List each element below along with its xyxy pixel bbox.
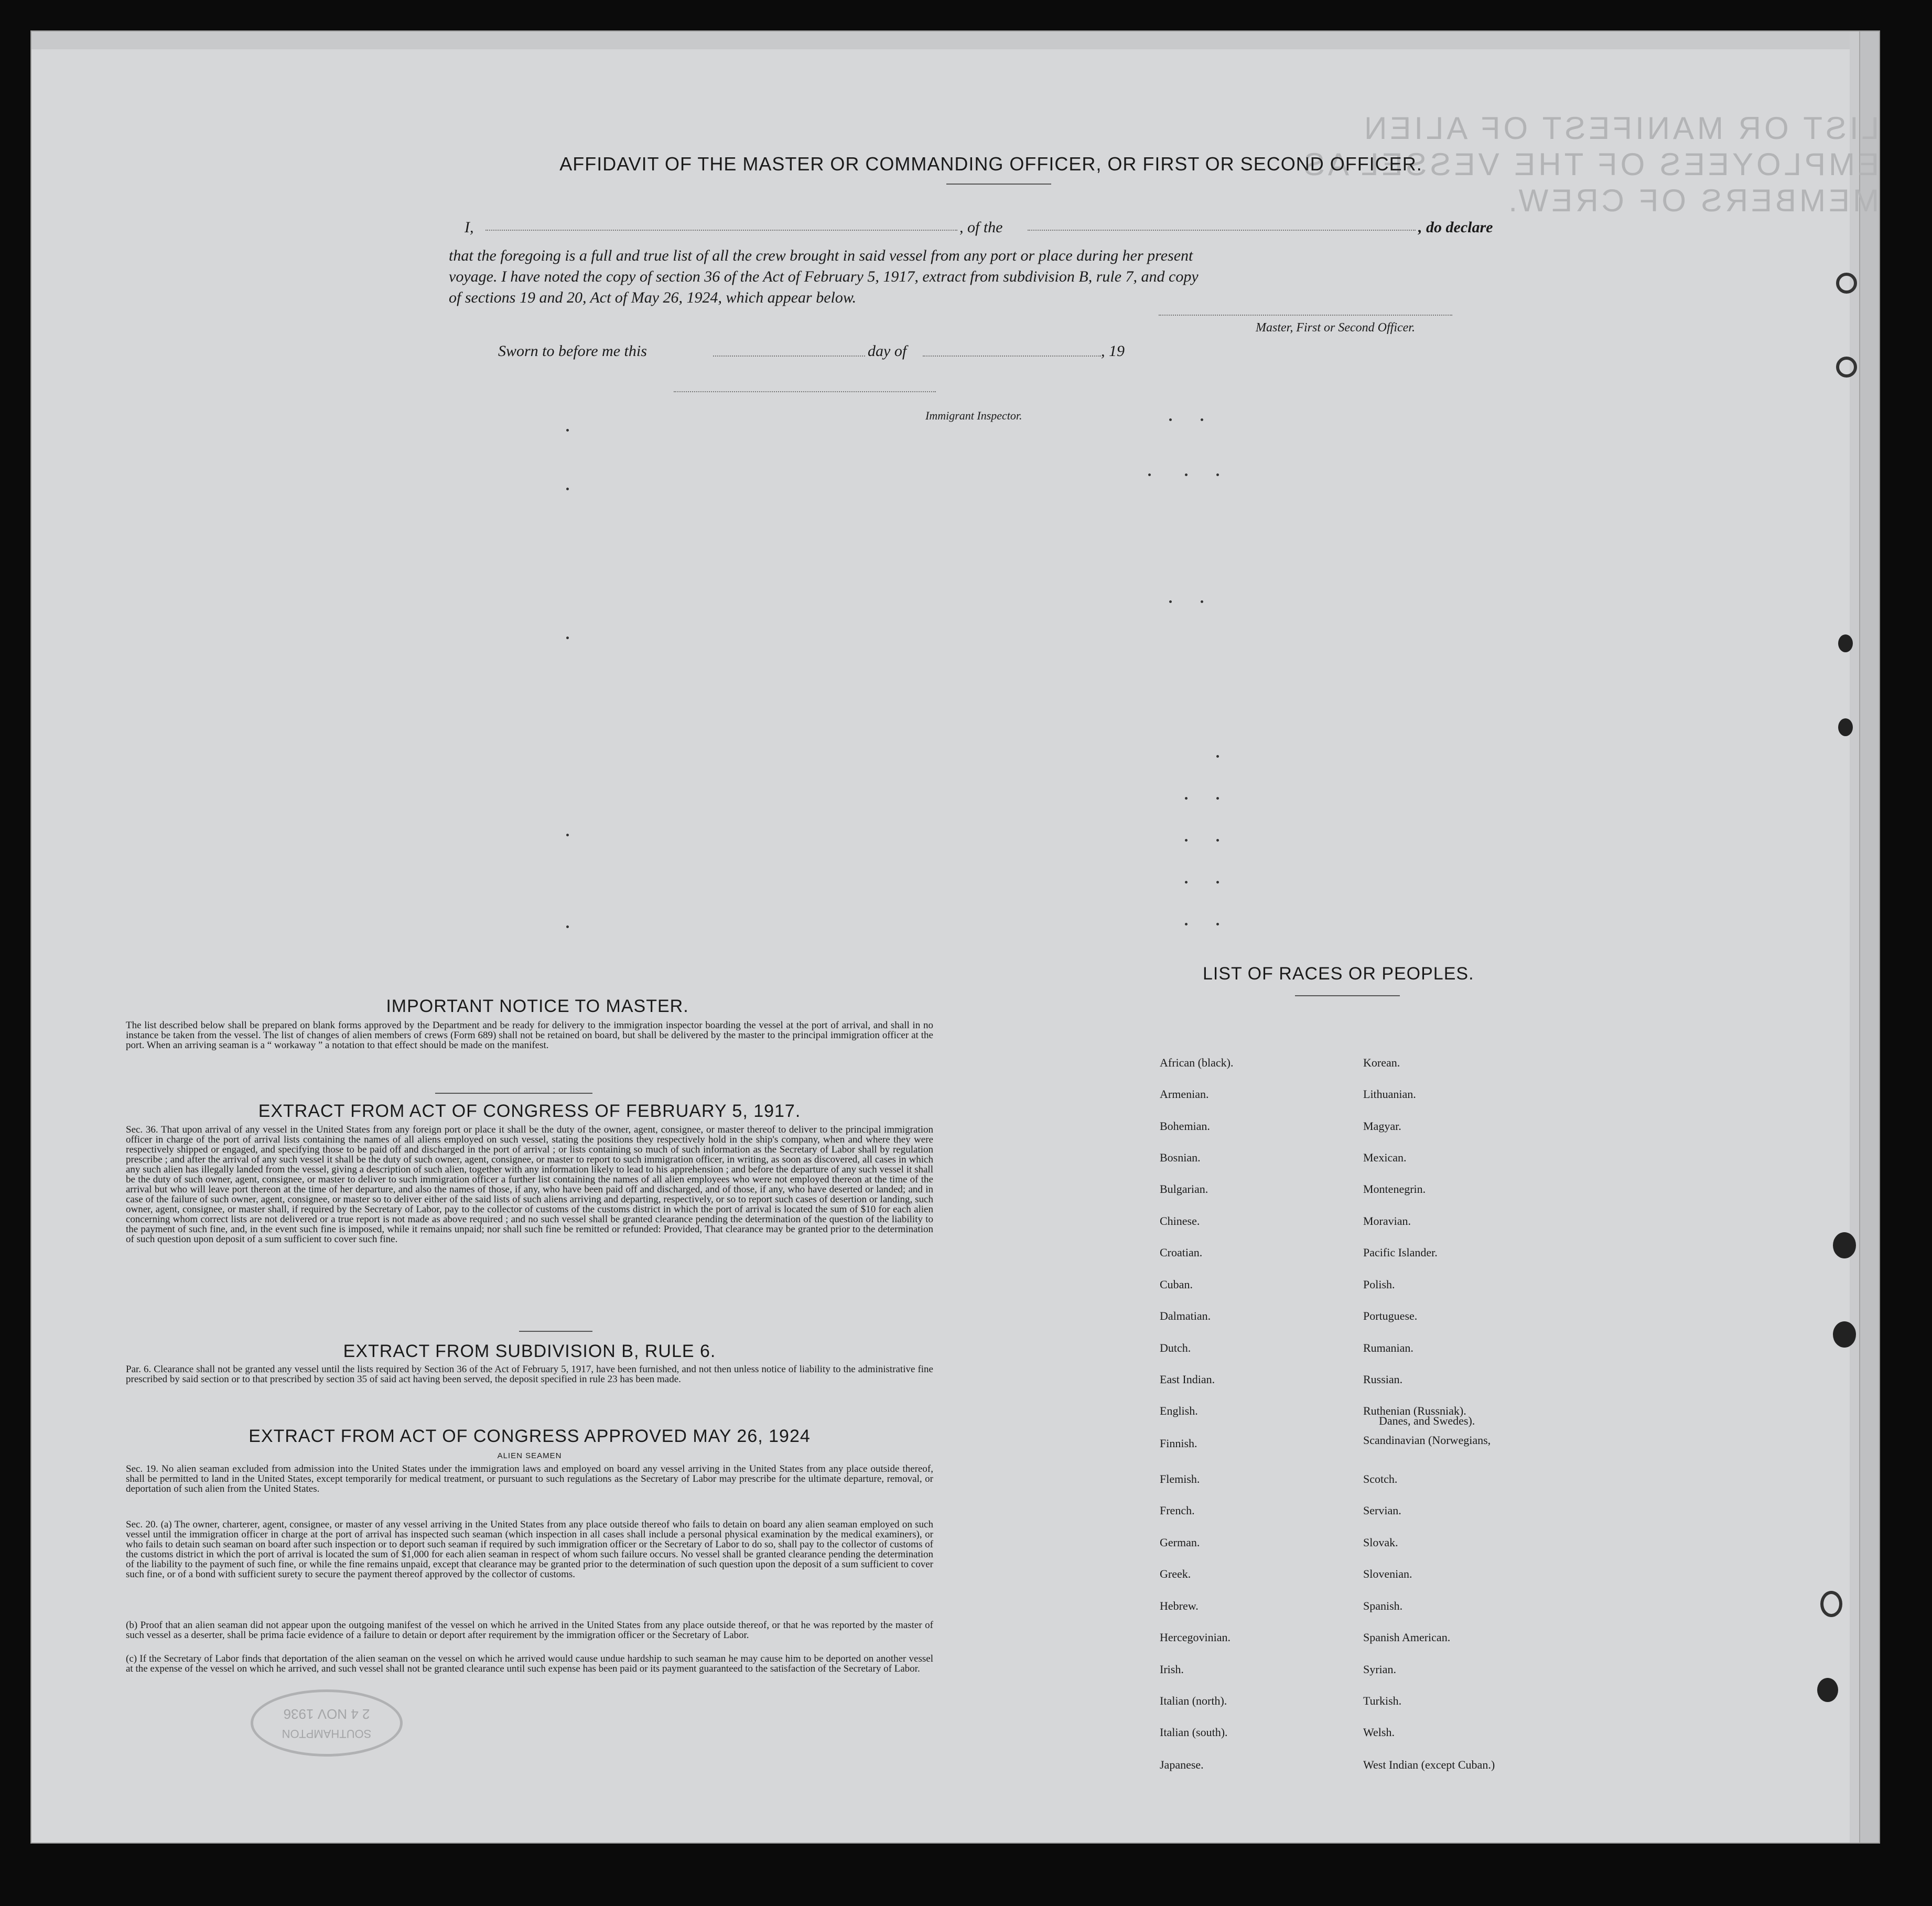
race-right-item: Slovak.	[1363, 1536, 1398, 1549]
races-rule	[1295, 995, 1400, 996]
affidavit-of-the: , of the	[959, 219, 1003, 236]
race-left-item: Bohemian.	[1160, 1119, 1210, 1133]
speck	[1169, 418, 1172, 421]
extract-1924-sec20c: (c) If the Secretary of Labor finds that deportation of the alien seaman on the vessel on which he arrived would cause undue hardship to such seaman he may cause him to be deported on another vessel at the expense of the vessel on which he arrived, and such vessel shall not be granted clearance until such expense has been paid or its payment guaranteed to the satisfaction of the Secretary of Labor.	[126, 1653, 933, 1674]
speck	[1216, 755, 1219, 758]
punch-hole-icon	[1836, 357, 1857, 378]
sworn-month-line	[923, 356, 1101, 357]
section-rule	[435, 1093, 592, 1094]
speck	[566, 925, 569, 928]
stamp-place: SOUTHAMPTON	[282, 1727, 372, 1740]
race-left-item: German.	[1160, 1536, 1200, 1549]
name-line	[485, 230, 957, 231]
race-right-item: Mexican.	[1363, 1151, 1407, 1164]
race-right-item: Syrian.	[1363, 1663, 1396, 1676]
speck	[1185, 797, 1188, 800]
bleed-through-heading: LIST OR MANIFEST OF ALIEN EMPLOYEES OF THE VESSEL AS MEMBERS OF CREW.	[1300, 111, 1879, 218]
race-left-item: Chinese.	[1160, 1214, 1200, 1227]
inspector-label: Immigrant Inspector.	[925, 409, 1022, 422]
affidavit-line-2: voyage. I have noted the copy of section 36 of the Act of February 5, 1917, extract from subdivision B, rule 7, and copy	[449, 268, 1199, 285]
speck	[1148, 473, 1151, 476]
extract-rule6-title: EXTRACT FROM SUBDIVISION B, RULE 6.	[343, 1341, 716, 1361]
race-left-item: Irish.	[1160, 1663, 1184, 1676]
race-right-item: Spanish.	[1363, 1599, 1403, 1612]
race-left-item: Bosnian.	[1160, 1151, 1201, 1164]
race-left-item: Japanese.	[1160, 1758, 1204, 1771]
speck	[566, 488, 569, 490]
extract-1924-sec20b: (b) Proof that an alien seaman did not appear upon the outgoing manifest of the vessel on which he arrived in the United States from any place outside thereof, or that he was reported by the master of such vessel as a deserter, shall be prima facie evidence of a failure to detain or deport after requirement by the immigration officer or the Secretary of Labor.	[126, 1620, 933, 1641]
race-right-item: Pacific Islander.	[1363, 1246, 1438, 1259]
page-edge-inner	[1850, 31, 1860, 1843]
master-signature-line	[1159, 315, 1452, 316]
extract-1917-text: Sec. 36. That upon arrival of any vessel in the United States from any foreign port or place it shall be the duty of the owner, agent, consignee, or master thereof to deliver to the principal immigration officer in charge of the port of arrival lists containing the names of all aliens employed on such vessel, stating the positions they respectively hold in the ship's company, when and where they were respectively shipped or engaged, and specifying those to be paid off and discharged in the port of arrival ; or lists containing so much of such information as the Secretary of Labor shall by regulation prescribe ; and after the arrival of any such vessel it shall be the duty of such owner, agent, consignee, or master to report to such immigration officer, in writing, as soon as discovered, all cases in which any such alien has illegally landed from the vessel, giving a description of such alien, together with any information likely to lead to his apprehension ; and before the departure of any such vessel it shall be the duty of such owner, agent, consignee, or master to deliver to such immigration officer a further list containing the names of all alien employees who were not employed thereon at the time of the arrival but who will leave port thereon at the time of her departure, and also the names of those, if any, who have been paid off and discharged, and of those, if any, who have deserted or landed; and in case of the failure of such owner, agent, consignee, or master so to deliver either of the said lists of such aliens arriving and departing, respectively, or so to report such cases of desertion or landing, such owner, agent, consignee, or master shall, if required by the Secretary of Labor, pay to the collector of customs of the customs district in which the port of arrival is located the sum of $10 for each alien concerning whom correct lists are not delivered or a true report is not made as above required ; and no such vessel shall be granted clearance pending the determination of the question of the liability to the payment of such fine, and, in the event such fine is imposed, while it remains unpaid; nor shall such fine be remitted or refunded: Provided, That clearance may be granted prior to the determination of such question upon deposit of a sum sufficient to cover such fine.	[126, 1124, 933, 1245]
section-rule	[519, 1331, 592, 1332]
extract-1924-sec19: Sec. 19. No alien seaman excluded from admission into the United States under the immigration laws and employed on board any vessel arriving in the United States from any place outside thereof, shall be permitted to land in the United States, except temporarily for medical treatment, or pursuant to such regulations as the Secretary of Labor may prescribe for the ultimate departure, removal, or deportation of such alien from the United States.	[126, 1463, 933, 1494]
extract-1924-title: EXTRACT FROM ACT OF CONGRESS APPROVED MAY 26, 1924	[249, 1426, 811, 1446]
race-right-item: Russian.	[1363, 1373, 1403, 1386]
extract-rule6-text: Par. 6. Clearance shall not be granted any vessel until the lists required by Section 36 of the Act of February 5, 1917, have been furnished, and not then unless notice of liability to the administrative fine prescribed by said section or to that prescribed by section 35 of said act having been served, the deposit specified in rule 23 has been made.	[126, 1364, 933, 1385]
race-right-item: Portuguese.	[1363, 1309, 1418, 1322]
speck	[1185, 473, 1188, 476]
races-title: LIST OF RACES OR PEOPLES.	[1203, 964, 1474, 984]
punch-hole-icon	[1820, 1591, 1842, 1617]
speck	[1169, 600, 1172, 603]
punch-hole-icon	[1836, 273, 1857, 294]
punch-hole-icon	[1833, 1321, 1856, 1348]
race-right-item: Magyar.	[1363, 1119, 1401, 1133]
inspector-signature-line	[674, 391, 936, 392]
race-left-item: Dalmatian.	[1160, 1309, 1211, 1322]
top-band	[31, 31, 1879, 49]
page-edge	[1859, 31, 1879, 1843]
speck	[566, 637, 569, 639]
affidavit-title: AFFIDAVIT OF THE MASTER OR COMMANDING OFFICER, OR FIRST OR SECOND OFFICER.	[559, 153, 1422, 175]
affidavit-i-label: I,	[465, 219, 474, 236]
punch-hole-icon	[1817, 1678, 1838, 1702]
sworn-label: Sworn to before me this	[498, 342, 647, 360]
day-of-label: day of	[868, 342, 907, 360]
punch-hole-icon	[1833, 1232, 1856, 1258]
affidavit-do-declare: , do declare	[1418, 219, 1493, 236]
race-left-item: Flemish.	[1160, 1472, 1200, 1485]
race-left-item: Finnish.	[1160, 1437, 1197, 1450]
race-left-item: English.	[1160, 1404, 1198, 1417]
race-right-item: Ruthenian (Russniak).	[1363, 1404, 1466, 1417]
race-right-item: Spanish American.	[1363, 1631, 1451, 1644]
notice-title: IMPORTANT NOTICE TO MASTER.	[386, 996, 689, 1016]
punch-hole-icon	[1838, 718, 1853, 736]
race-left-item: Bulgarian.	[1160, 1182, 1208, 1196]
speck	[1201, 418, 1203, 421]
race-left-item: Italian (north).	[1160, 1694, 1227, 1707]
speck	[1216, 923, 1219, 925]
race-right-item: Lithuanian.	[1363, 1087, 1416, 1101]
race-right-item: Turkish.	[1363, 1694, 1402, 1707]
stamp-date: 2 4 NOV 1936	[283, 1706, 370, 1722]
speck	[1185, 881, 1188, 884]
notice-text: The list described below shall be prepared on blank forms approved by the Department and be ready for delivery to the immigration inspector boarding the vessel at the port of arrival, and shall in no instance be taken from the vessel. The list of changes of alien members of crews (Form 689) shall not be retained on board, but shall be delivered by the master to the principal immigration officer at the port. When an arriving seaman is a “ workaway ” a notation to that effect should be made on the manifest.	[126, 1020, 933, 1051]
sworn-day-line	[713, 356, 865, 357]
speck	[566, 429, 569, 432]
race-right-item: Moravian.	[1363, 1214, 1411, 1227]
extract-1924-sec20a: Sec. 20. (a) The owner, charterer, agent, consignee, or master of any vessel arriving in the United States from any place outside thereof who fails to detain on board any alien seaman employed on such vessel until the immigration officer in charge at the port of arrival has inspected such seaman (which inspection in all cases shall include a personal physical examination by the medical examiners), or who fails to detain such seaman on board after such inspection or to deport such seaman if required by such immigration officer or the Secretary of Labor to do so, shall pay to the collector of customs of the customs district in which the port of arrival is located the sum of $1,000 for each alien seaman in respect of whom such failure occurs. No vessel shall be granted clearance pending the determination of the liability to the payment of such fine, or while the fine remains unpaid, except that clearance may be granted prior to the determination of such question upon the deposit of a sum sufficient to cover such fine, or of a bond with sufficient surety to secure the payment thereof approved by the collector of customs.	[126, 1519, 933, 1580]
race-right-item: Scotch.	[1363, 1472, 1398, 1485]
punch-hole-icon	[1838, 634, 1853, 652]
affidavit-line-1: that the foregoing is a full and true list of all the crew brought in said vessel from any port or place during her present	[449, 247, 1193, 264]
race-left-item: Cuban.	[1160, 1278, 1193, 1291]
race-left-item: Italian (south).	[1160, 1726, 1228, 1739]
race-left-item: African (black).	[1160, 1056, 1234, 1069]
race-left-item: East Indian.	[1160, 1373, 1215, 1386]
title-rule	[946, 184, 1051, 185]
race-right-item: Scandinavian (Norwegians,	[1363, 1434, 1491, 1447]
speck	[1216, 839, 1219, 842]
race-right-item: Welsh.	[1363, 1726, 1395, 1739]
race-right-item: West Indian (except Cuban.)	[1363, 1758, 1495, 1771]
date-stamp	[251, 1689, 403, 1757]
race-right-item: Slovenian.	[1363, 1567, 1412, 1580]
speck	[1201, 600, 1203, 603]
race-left-item: Hercegovinian.	[1160, 1631, 1231, 1644]
race-left-item: Dutch.	[1160, 1341, 1191, 1354]
extract-1924-subtitle: ALIEN SEAMEN	[497, 1451, 562, 1460]
speck	[1185, 923, 1188, 925]
race-right-item: Korean.	[1363, 1056, 1400, 1069]
affidavit-line-3: of sections 19 and 20, Act of May 26, 1924, which appear below.	[449, 289, 857, 306]
document-sheet	[30, 30, 1880, 1844]
race-right-item: Polish.	[1363, 1278, 1395, 1291]
speck	[1185, 839, 1188, 842]
race-left-item: Hebrew.	[1160, 1599, 1199, 1612]
race-right-item: Servian.	[1363, 1504, 1401, 1517]
master-signature-label: Master, First or Second Officer.	[1256, 321, 1415, 335]
speck	[1216, 881, 1219, 884]
race-left-item: Greek.	[1160, 1567, 1191, 1580]
race-right-item: Montenegrin.	[1363, 1182, 1426, 1196]
race-left-item: French.	[1160, 1504, 1195, 1517]
race-left-item: Croatian.	[1160, 1246, 1203, 1259]
speck	[1216, 797, 1219, 800]
race-left-item: Armenian.	[1160, 1087, 1209, 1101]
speck	[1216, 473, 1219, 476]
race-right-item: Rumanian.	[1363, 1341, 1413, 1354]
speck	[566, 834, 569, 836]
vessel-line	[1028, 230, 1416, 231]
race-right-cont: Danes, and Swedes).	[1379, 1414, 1475, 1427]
extract-1917-title: EXTRACT FROM ACT OF CONGRESS OF FEBRUARY 5, 1917.	[258, 1101, 801, 1121]
year-label: , 19	[1101, 342, 1125, 360]
